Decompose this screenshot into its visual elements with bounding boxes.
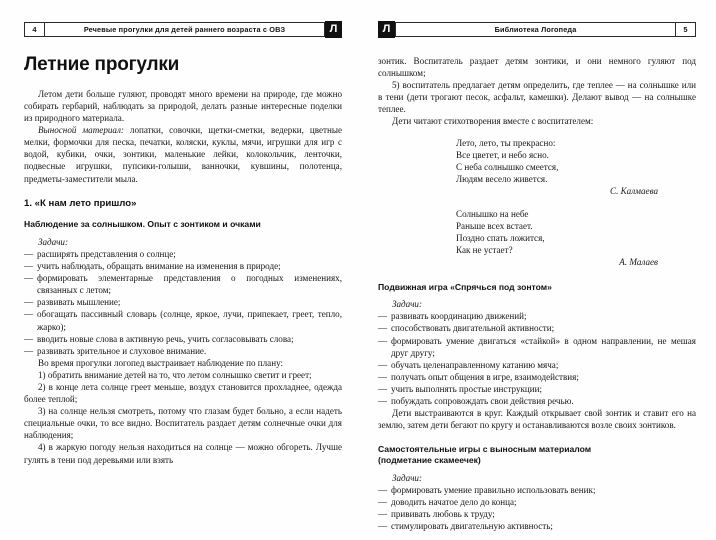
list-item: — вводить новые слова в активную речь, учить согласовывать слова;: [24, 333, 342, 345]
independent-games-heading: Самостоятельные игры с выносным материалом: [378, 444, 592, 455]
continued-paragraph: зонтик. Воспитатель раздает детям зонтики, и они немного гуляют под солнышком;: [378, 56, 696, 79]
list-item: — обучать целенаправленному катанию мяча;: [378, 359, 696, 371]
materials-text: лопатки, совочки, щетки-сметки, ведерки, цветные мелки, формочки для песка, печатки, коляски, куклы, мячи, игрушки для игр с водой, кубики, очки, зонтики, маленькие лейки, колокольчик, ленточки, подвесные игрушки, пупсики-голыши, ванночки, кувшины, полотенца, предметы-заместители мыла.: [24, 125, 342, 184]
section-number-title: 1. «К нам лето пришло»: [24, 197, 137, 209]
poem-line: Раньше всех встает.: [456, 221, 533, 232]
materials-label: Выносной материал:: [38, 125, 124, 136]
list-item: — развивать мышление;: [24, 296, 342, 308]
poem-spacer: [378, 197, 696, 208]
observation-heading: Наблюдение за солнышком. Опыт с зонтиком и очками: [24, 219, 261, 230]
game-tasks-label: Задачи:: [392, 299, 422, 310]
poem-line: Все цветет, и небо ясно.: [456, 149, 549, 160]
left-running-title: Речевые прогулки для детей раннего возраста с ОВЗ: [45, 22, 325, 37]
plan-list: [24, 369, 342, 466]
plan-list-continued: [378, 79, 696, 115]
list-item: — побуждать сопровождать свои действия речью.: [378, 395, 696, 407]
right-running-title: Библиотека Логопеда: [395, 22, 675, 37]
tasks-label: Задачи:: [38, 236, 68, 247]
independent-tasks-list: [378, 484, 696, 532]
list-item: — развивать зрительное и слуховое внимание.: [24, 345, 342, 357]
right-running-header: [378, 22, 696, 37]
publisher-logo-icon: [325, 21, 342, 38]
chapter-title: Летние прогулки: [24, 54, 180, 75]
list-item: — формировать умение двигаться «стайкой» в одном направлении, не мешая друг другу;: [378, 335, 696, 359]
tasks-list: [24, 248, 342, 357]
poem-line: Как не устает?: [456, 245, 513, 256]
list-item: — обогащать пассивный словарь (солнце, яркое, лучи, припекает, греет, тепло, жарко);: [24, 308, 342, 332]
poem-line: Лето, лето, ты прекрасно:: [456, 137, 556, 148]
list-item: — стимулировать двигательную активность;: [378, 520, 696, 532]
poem-intro-paragraph: Дети читают стихотворения вместе с воспитателем:: [392, 116, 594, 127]
list-item: — развивать координацию движений;: [378, 310, 696, 322]
game-description-paragraph: Дети выстраиваются в круг. Каждый открывает свой зонтик и ставит его на землю, затем дети бегают по кругу и останавливаются возле своих зонтиков.: [378, 408, 696, 431]
list-item: — расширять представления о солнце;: [24, 248, 342, 260]
left-folio-number: 4: [24, 22, 45, 37]
poem-first: [378, 137, 696, 197]
poem-line: Солнышко на небе: [456, 209, 529, 220]
right-page: [358, 0, 716, 540]
list-item: 1) обратить внимание детей на то, что летом солнышко светит и греет;: [38, 369, 312, 380]
list-item: — способствовать двигательной активности;: [378, 322, 696, 334]
game-tasks-list: [378, 310, 696, 407]
poem-line: Поздно спать ложится,: [456, 233, 545, 244]
game-heading: Подвижная игра «Спрячься под зонтом»: [378, 281, 552, 292]
independent-tasks-label: Задачи:: [392, 472, 422, 483]
list-item: — учить наблюдать, обращать внимание на изменения в природе;: [24, 260, 342, 272]
list-item: 2) в конце лета солнце греет меньше, воздух становится прохладнее, одежда более теплой;: [24, 382, 342, 405]
poem-line: Людям весело живется.: [456, 173, 548, 184]
list-item: — доводить начатое дело до конца;: [378, 496, 696, 508]
list-item: — формировать умение правильно использовать веник;: [378, 484, 696, 496]
list-item: — учить выполнять простые инструкции;: [378, 383, 696, 395]
list-item: — формировать элементарные представления о погодных изменениях, связанных с летом;: [24, 272, 342, 296]
list-item: 3) на солнце нельзя смотреть, потому что глазам будет больно, а если надеть специальные очки, то все видно. Воспитатель раздает детям солнечные очки для наблюдения;: [24, 406, 342, 441]
list-item: 5) воспитатель предлагает детям определить, где теплее — на солнышке или в тени (дети трогают песок, асфальт, камешки). Делают вывод — на солнышке теплее.: [378, 80, 696, 115]
poem-author: С. Калмаева: [610, 185, 658, 196]
materials-paragraph: [24, 124, 342, 184]
intro-paragraph: Летом дети больше гуляют, проводят много времени на природе, где можно собирать гербарий, наблюдать за природой, делать разные интересные поделки из природного материала.: [24, 88, 342, 124]
right-folio-number: 5: [675, 22, 696, 37]
publisher-logo-letter: Л: [382, 22, 391, 35]
publisher-logo-icon: [378, 21, 395, 38]
plan-intro-paragraph: Во время прогулки логопед выстраивает наблюдение по плану:: [38, 357, 284, 368]
list-item: 4) в жаркую погоду нельзя находиться на солнце — можно обгореть. Лучше гулять в тени под деревьями или взять: [24, 442, 342, 465]
left-running-header: [24, 22, 342, 37]
independent-games-subheading: (подметание скамеечек): [378, 455, 481, 465]
poem-second: [378, 208, 696, 268]
poem-author: А. Малаев: [619, 257, 658, 268]
list-item: — получать опыт общения в игре, взаимодействия;: [378, 371, 696, 383]
list-item: — прививать любовь к труду;: [378, 508, 696, 520]
publisher-logo-letter: Л: [329, 22, 338, 35]
poem-line: С неба солнышко смеется,: [456, 161, 559, 172]
